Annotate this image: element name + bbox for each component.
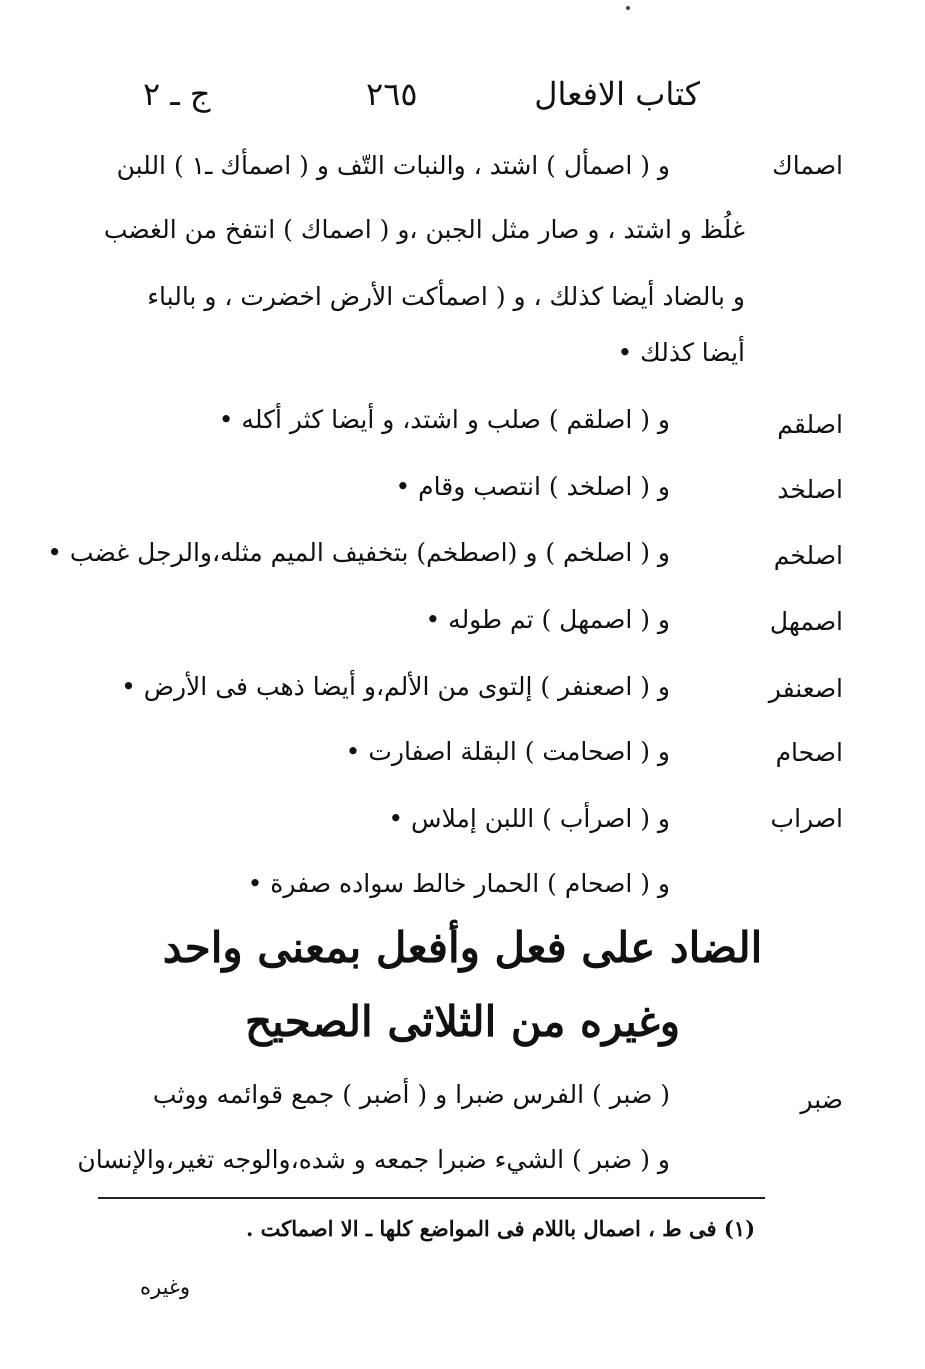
section-heading-line-2: وغيره من الثلاثى الصحيح — [244, 997, 681, 1046]
footnote: (١) فى ط ، اصمال باللام فى المواضع كلها ـ الا اصماكت . — [246, 1216, 755, 1241]
headword: اصلخم — [773, 541, 843, 570]
entry-line: و ( اصمهل ) تم طوله • — [425, 605, 670, 634]
entry-line: و ( اصلخد ) انتصب وقام • — [395, 472, 670, 501]
entry-line: و ( ضبر ) الشيء ضبرا جمعه و شده،والوجه تغير،والإنسان — [77, 1145, 670, 1174]
entry-line: و بالضاد أيضا كذلك ، و ( اصمأكت الأرض اخضرت ، و بالباء — [147, 282, 745, 311]
entry-line: و ( اصحام ) الحمار خالط سواده صفرة • — [247, 869, 670, 898]
headword: اصلخد — [777, 475, 843, 504]
entry-line: و ( اصلقم ) صلب و اشتد، و أيضا كثر أكله • — [218, 405, 670, 434]
running-title: كتاب الافعال — [534, 75, 700, 113]
headword: اصلقم — [777, 410, 843, 439]
headword: اصحام — [775, 738, 843, 767]
speck — [626, 6, 630, 10]
entry-line: أيضا كذلك • — [617, 338, 745, 367]
entry-line: و ( اصعنفر ) إلتوى من الألم،و أيضا ذهب فى الأرض • — [121, 672, 670, 701]
entry-line: و ( اصرأب ) اللبن إملاس • — [388, 804, 670, 833]
footnote-rule — [98, 1197, 765, 1199]
entry-line: غلُظ و اشتد ، و صار مثل الجبن ،و ( اصماك ) انتفخ من الغضب — [103, 215, 745, 244]
entry-line: ( ضبر ) الفرس ضبرا و ( أضبر ) جمع قوائمه ووثب — [152, 1080, 670, 1109]
entry-line: و ( اصلخم ) و (اصطخم) بتخفيف الميم مثله،والرجل غضب • — [47, 538, 670, 567]
headword: اصراب — [770, 804, 843, 833]
entry-line: و ( اصحامت ) البقلة اصفارت • — [345, 737, 670, 766]
page-number: ٢٦٥ — [366, 75, 418, 113]
headword: اصمهل — [769, 607, 843, 636]
headword: اصعنفر — [768, 674, 843, 703]
entry-line: و ( اصمأل ) اشتد ، والنبات التّف و ( اصمأك ـ١ ) اللبن — [116, 151, 670, 180]
headword: اصماك — [772, 151, 843, 180]
headword: ضبر — [800, 1085, 843, 1114]
catchword: وغيره — [140, 1275, 191, 1299]
volume-label: ج ـ ٢ — [143, 75, 211, 113]
section-heading-line-1: الضاد على فعل وأفعل بمعنى واحد — [162, 923, 763, 972]
